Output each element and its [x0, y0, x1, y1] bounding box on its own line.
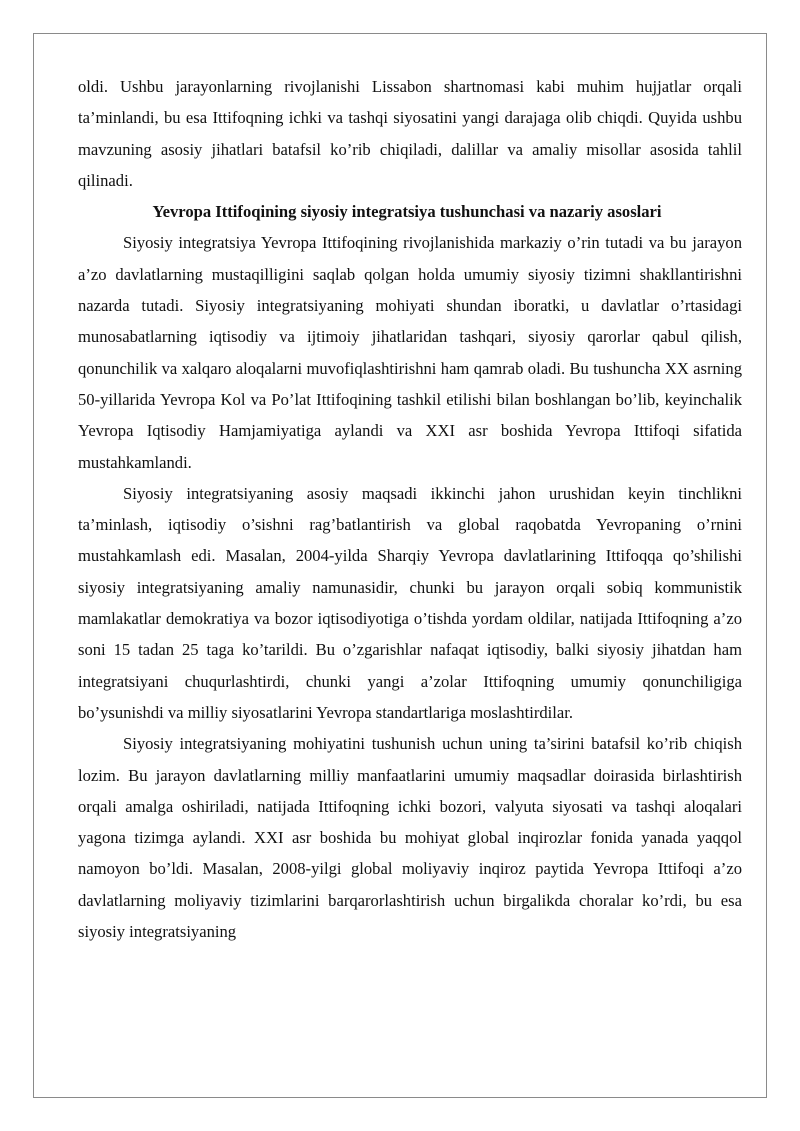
paragraph-goals: Siyosiy integratsiyaning asosiy maqsadi ikkinchi jahon urushidan keyin tinchlikni ta’minlash, iqtisodiy o’sishni rag’batlantirish va global raqobatda Yevropaning o’rnini mustahkamlash edi. Masalan, 2004-yilda Sharqiy Yevropa davlatlarining Ittifoqqa qo’shilishi siyosiy integratsiyaning amaliy namunasidir, chunki bu jarayon orqali sobiq kommunistik mamlakatlar demokratiya va bozor iqtisodiyotiga o’tishda yordam oldilar, natijada Ittifoqning a’zo soni 15 tadan 25 taga ko’tarildi. Bu o’zgarishlar nafaqat iqtisodiy, balki siyosiy jihatdan ham integratsiyani chuqurlashtirdi, chunki yangi a’zolar Ittifoqning umumiy qonunchiligiga bo’ysunishdi va milliy siyosatlarini Yevropa standartlariga moslashtirdilar.	[78, 483, 742, 722]
paragraph-definition: Siyosiy integratsiya Yevropa Ittifoqining rivojlanishida markaziy o’rin tutadi va bu jarayon a’zo davlatlarning mustaqilligini saqlab qolgan holda umumiy siyosiy tizimni shakllantirishni nazarda tutadi. Siyosiy integratsiyaning mohiyati shundan iboratki, u davlatlar o’rtasidagi munosabatlarning iqtisodiy va ijtimoiy jihatlaridan tashqari, siyosiy qarorlar qabul qilish, qonunchilik va xalqaro aloqalarni muvofiqlashtirishni ham qamrab oladi. Bu tushuncha XX asrning 50-yillarida Yevropa Kol va Po’lat Ittifoqining tashkil etilishi bilan boshlangan bo’lib, keyinchalik Yevropa Iqtisodiy Hamjamiyatiga aylandi va XXI asr boshida Yevropa Ittifoqi sifatida mustahkamlandi.	[78, 233, 742, 472]
document-body	[78, 71, 742, 947]
paragraph-essence: Siyosiy integratsiyaning mohiyatini tushunish uchun uning ta’sirini batafsil ko’rib chiqish lozim. Bu jarayon davlatlarning milliy manfaatlarini umumiy maqsadlar doirasida birlashtirish orqali amalga oshiriladi, natijada Ittifoqning ichki bozori, valyuta siyosati va tashqi aloqalari yagona tizimga aylandi. XXI asr boshida bu mohiyat global inqirozlar fonida yanada yaqqol namoyon bo’ldi. Masalan, 2008-yilgi global moliyaviy inqiroz paytida Yevropa Ittifoqi a’zo davlatlarning moliyaviy tizimlarini barqarorlashtirish uchun birgalikda choralar ko’rdi, bu esa siyosiy integratsiyaning	[78, 734, 742, 942]
section-heading: Yevropa Ittifoqining siyosiy integratsiya tushunchasi va nazariy asoslari	[152, 202, 662, 222]
paragraph-continuation: oldi. Ushbu jarayonlarning rivojlanishi Lissabon shartnomasi kabi muhim hujjatlar orqali ta’minlandi, bu esa Ittifoqning ichki va tashqi siyosatini yangi darajaga olib chiqdi. Quyida ushbu mavzuning asosiy jihatlari batafsil ko’rib chiqiladi, dalillar va amaliy misollar asosida tahlil qilinadi.	[78, 77, 742, 190]
